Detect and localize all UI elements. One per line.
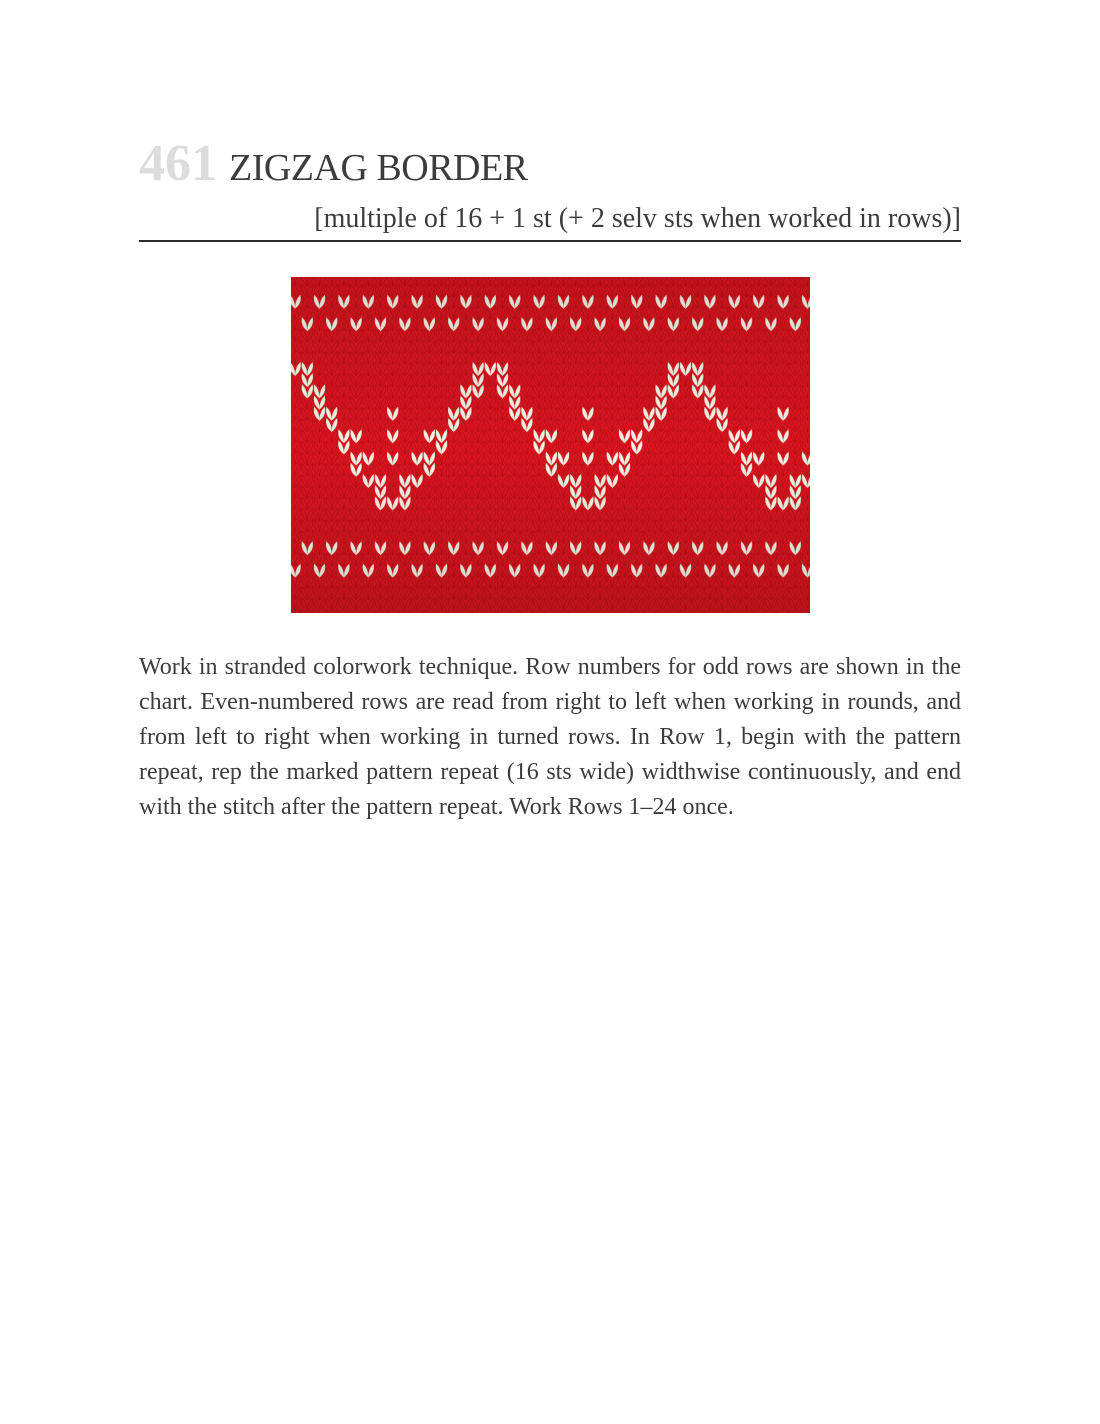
title-row [139,135,961,194]
pattern-number: 461 [139,135,217,192]
pattern-subtitle: [multiple of 16 + 1 st (+ 2 selv sts when worked in rows)] [314,203,961,234]
heading-divider [139,240,961,242]
instructions-paragraph: Work in stranded colorwork technique. Row numbers for odd rows are shown in the chart. Even-numbered rows are read from right to left when working in rounds, and from left to right when working in turned rows. In Row 1, begin with the pattern repeat, rep the marked pattern repeat (16 sts wide) widthwise continuously, and end with the stitch after the pattern repeat. Work Rows 1–24 once. [139,654,961,820]
pattern-heading [139,135,961,242]
pattern-title: ZIGZAG BORDER [229,147,528,189]
knitted-swatch-photo [291,277,810,613]
swatch-illustration [291,277,810,613]
